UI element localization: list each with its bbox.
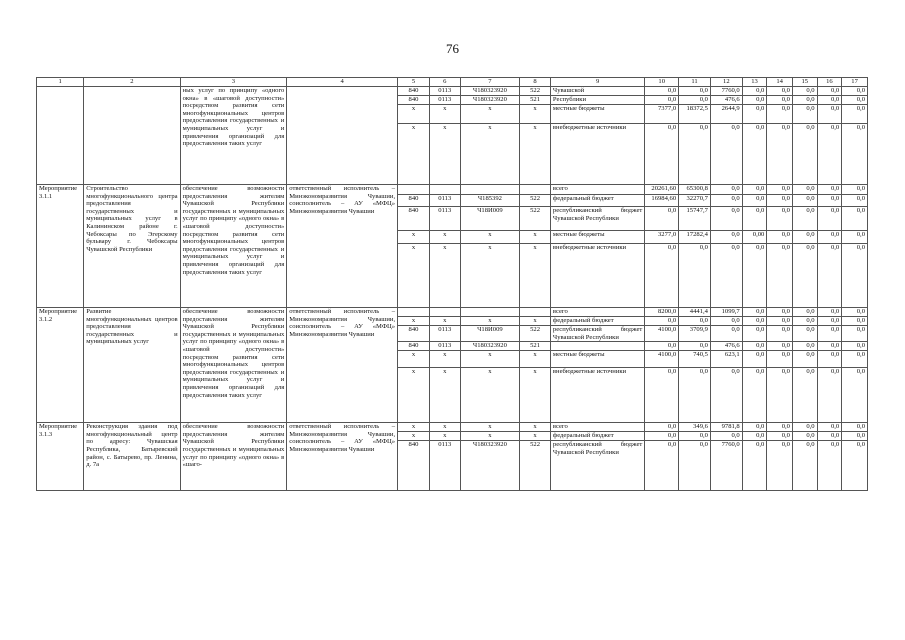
expense-type: 522 xyxy=(520,441,551,491)
value-cell: 0,0 xyxy=(767,105,793,124)
event-name xyxy=(84,87,180,185)
target-code: Ч180323920 xyxy=(460,96,520,105)
event-label: Мероприятие 3.1.2 xyxy=(37,308,84,423)
event-executor: ответственный исполнитель – Минэкономразвития Чувашии, соисполнитель – АУ «МФЦ» Минэкономразвития Чувашии xyxy=(287,423,398,491)
value-cell: 0,0 xyxy=(710,326,742,342)
value-cell: 0,0 xyxy=(742,368,767,423)
expense-type: x xyxy=(520,244,551,308)
value-cell: 0,0 xyxy=(842,432,868,441)
value-cell: 0,0 xyxy=(767,185,793,195)
value-cell: 0,0 xyxy=(710,244,742,308)
event-name: Строительство многофункционального центра предоставления государственных и муниципальных услуг в Калининском районе г. Чебоксары по Эгерскому бульвару г. Чебоксары Чувашской Республики xyxy=(84,185,180,308)
value-cell: 0,0 xyxy=(645,244,679,308)
expense-type: x xyxy=(520,105,551,124)
gov-code: 840 xyxy=(398,326,430,342)
value-cell: 0,0 xyxy=(817,231,842,244)
event-label: Мероприятие 3.1.3 xyxy=(37,423,84,491)
value-cell: 0,0 xyxy=(792,351,817,368)
target-code: x xyxy=(460,351,520,368)
value-cell: 0,0 xyxy=(792,185,817,195)
section-code: 0113 xyxy=(429,326,460,342)
value-cell: 0,0 xyxy=(817,423,842,432)
value-cell: 0,0 xyxy=(792,368,817,423)
event-label: Мероприятие 3.1.1 xyxy=(37,185,84,308)
gov-code: x xyxy=(398,105,430,124)
target-code: x xyxy=(460,423,520,432)
event-name: Развитие многофункциональных центров предоставления государственных и муниципальных услуг xyxy=(84,308,180,423)
value-cell: 0,0 xyxy=(767,441,793,491)
section-code: 0113 xyxy=(429,441,460,491)
value-cell: 0,0 xyxy=(842,231,868,244)
value-cell: 0,0 xyxy=(742,441,767,491)
value-cell: 623,1 xyxy=(710,351,742,368)
value-cell: 0,0 xyxy=(767,244,793,308)
gov-code: 840 xyxy=(398,96,430,105)
section-code: x xyxy=(429,231,460,244)
table-row xyxy=(37,423,868,432)
value-cell: 0,0 xyxy=(817,124,842,185)
value-cell: 20261,60 xyxy=(645,185,679,195)
value-cell: 0,0 xyxy=(710,432,742,441)
value-cell: 1099,7 xyxy=(710,308,742,317)
event-executor xyxy=(287,87,398,185)
target-code xyxy=(460,308,520,317)
column-number: 6 xyxy=(429,78,460,87)
section-code: 0113 xyxy=(429,96,460,105)
expense-type: x xyxy=(520,432,551,441)
value-cell: 0,0 xyxy=(792,308,817,317)
value-cell: 0,0 xyxy=(817,326,842,342)
target-code: x xyxy=(460,368,520,423)
column-number: 15 xyxy=(792,78,817,87)
value-cell: 0,0 xyxy=(792,87,817,96)
target-code: Ч180323920 xyxy=(460,441,520,491)
section-code: x xyxy=(429,317,460,326)
target-code: x xyxy=(460,231,520,244)
page-number: 76 xyxy=(446,41,459,56)
value-cell: 0,0 xyxy=(767,432,793,441)
value-cell: 0,0 xyxy=(842,423,868,432)
value-cell: 0,0 xyxy=(742,124,767,185)
section-code: x xyxy=(429,368,460,423)
value-cell: 0,0 xyxy=(792,317,817,326)
gov-code: x xyxy=(398,351,430,368)
expense-type: 522 xyxy=(520,207,551,231)
funding-source: местные бюджеты xyxy=(550,105,644,124)
gov-code: 840 xyxy=(398,342,430,351)
value-cell: 0,0 xyxy=(817,105,842,124)
value-cell: 0,0 xyxy=(645,423,679,432)
column-number: 7 xyxy=(460,78,520,87)
target-code: Ч18И009 xyxy=(460,207,520,231)
value-cell: 7760,0 xyxy=(710,87,742,96)
funding-source: федеральный бюджет xyxy=(550,195,644,207)
value-cell: 9781,8 xyxy=(710,423,742,432)
funding-source xyxy=(550,342,644,351)
funding-source: республиканский бюджет Чувашской Республики xyxy=(550,326,644,342)
value-cell: 0,0 xyxy=(817,342,842,351)
column-number: 1 xyxy=(37,78,84,87)
expense-type: 521 xyxy=(520,96,551,105)
target-code: x xyxy=(460,317,520,326)
table-row xyxy=(37,185,868,195)
gov-code: x xyxy=(398,432,430,441)
funding-source: местные бюджеты xyxy=(550,351,644,368)
column-number: 11 xyxy=(679,78,711,87)
value-cell: 0,0 xyxy=(645,342,679,351)
value-cell: 16984,60 xyxy=(645,195,679,207)
value-cell: 7760,0 xyxy=(710,441,742,491)
section-code: 0113 xyxy=(429,342,460,351)
value-cell: 0,0 xyxy=(679,244,711,308)
funding-source: внебюджетные источники xyxy=(550,244,644,308)
funding-source: всего xyxy=(550,308,644,317)
value-cell: 0,0 xyxy=(842,124,868,185)
gov-code: x xyxy=(398,317,430,326)
value-cell: 0,0 xyxy=(710,124,742,185)
value-cell: 0,0 xyxy=(792,124,817,185)
value-cell: 0,0 xyxy=(742,326,767,342)
gov-code xyxy=(398,308,430,317)
gov-code: 840 xyxy=(398,441,430,491)
value-cell: 0,0 xyxy=(710,185,742,195)
expense-type: 522 xyxy=(520,87,551,96)
gov-code: x xyxy=(398,423,430,432)
target-code: Ч185392 xyxy=(460,195,520,207)
value-cell: 18372,5 xyxy=(679,105,711,124)
value-cell: 0,0 xyxy=(842,195,868,207)
column-number: 9 xyxy=(550,78,644,87)
value-cell: 0,0 xyxy=(817,368,842,423)
value-cell: 0,0 xyxy=(817,185,842,195)
value-cell: 0,00 xyxy=(742,231,767,244)
value-cell: 0,0 xyxy=(710,368,742,423)
value-cell: 0,0 xyxy=(842,308,868,317)
section-code: x xyxy=(429,124,460,185)
event-label xyxy=(37,87,84,185)
value-cell: 0,0 xyxy=(645,87,679,96)
expense-type xyxy=(520,308,551,317)
expense-type: x xyxy=(520,351,551,368)
target-code: x xyxy=(460,105,520,124)
column-number: 5 xyxy=(398,78,430,87)
value-cell: 3709,9 xyxy=(679,326,711,342)
section-code xyxy=(429,308,460,317)
value-cell: 0,0 xyxy=(842,326,868,342)
expense-type: x xyxy=(520,124,551,185)
value-cell: 0,0 xyxy=(645,432,679,441)
expense-type: 522 xyxy=(520,195,551,207)
section-code: x xyxy=(429,351,460,368)
column-number: 4 xyxy=(287,78,398,87)
value-cell: 0,0 xyxy=(645,124,679,185)
value-cell: 0,0 xyxy=(767,96,793,105)
value-cell: 0,0 xyxy=(842,342,868,351)
value-cell: 0,0 xyxy=(767,207,793,231)
value-cell: 0,0 xyxy=(679,124,711,185)
event-result: обеспечение возможности предоставления жителям Чувашской Республики государственных и муниципальных услуг по принципу «одного окна» в «шаговой доступности» посредством развития сети многофункциональных центров предоставления государственных и муниципальных услуг и привлечения организаций для предоставления таких услуг xyxy=(180,185,287,308)
event-executor: ответственный исполнитель – Минэкономразвития Чувашии, соисполнитель – АУ «МФЦ» Минэкономразвития Чувашии xyxy=(287,185,398,308)
value-cell: 0,0 xyxy=(842,368,868,423)
value-cell: 0,0 xyxy=(817,87,842,96)
funding-source: республиканский бюджет Чувашской Республики xyxy=(550,441,644,491)
funding-source: республиканский бюджет Чувашской Республики xyxy=(550,207,644,231)
target-code: x xyxy=(460,244,520,308)
value-cell: 0,0 xyxy=(645,317,679,326)
funding-source: всего xyxy=(550,185,644,195)
value-cell: 0,0 xyxy=(679,368,711,423)
value-cell: 0,0 xyxy=(842,185,868,195)
expense-type: 521 xyxy=(520,342,551,351)
value-cell: 0,0 xyxy=(645,207,679,231)
value-cell: 0,0 xyxy=(742,432,767,441)
target-code: Ч18И009 xyxy=(460,326,520,342)
value-cell: 0,0 xyxy=(679,96,711,105)
section-code: x xyxy=(429,105,460,124)
value-cell: 0,0 xyxy=(645,441,679,491)
value-cell: 8200,0 xyxy=(645,308,679,317)
section-code: 0113 xyxy=(429,195,460,207)
funding-source: федеральный бюджет xyxy=(550,432,644,441)
value-cell: 0,0 xyxy=(817,351,842,368)
value-cell: 0,0 xyxy=(842,87,868,96)
column-number: 12 xyxy=(710,78,742,87)
value-cell: 0,0 xyxy=(742,351,767,368)
section-code: x xyxy=(429,432,460,441)
target-code xyxy=(460,185,520,195)
funding-source: Республики xyxy=(550,96,644,105)
expense-type: x xyxy=(520,368,551,423)
section-code: x xyxy=(429,423,460,432)
value-cell: 0,0 xyxy=(842,207,868,231)
value-cell: 0,0 xyxy=(742,96,767,105)
value-cell: 0,0 xyxy=(792,207,817,231)
value-cell: 0,0 xyxy=(817,244,842,308)
value-cell: 15747,7 xyxy=(679,207,711,231)
value-cell: 0,0 xyxy=(842,351,868,368)
value-cell: 0,0 xyxy=(792,432,817,441)
program-table xyxy=(36,77,868,491)
value-cell: 0,0 xyxy=(842,105,868,124)
section-code: 0113 xyxy=(429,207,460,231)
value-cell: 0,0 xyxy=(742,87,767,96)
value-cell: 0,0 xyxy=(817,432,842,441)
table-row xyxy=(37,87,868,96)
target-code: Ч180323920 xyxy=(460,87,520,96)
value-cell: 0,0 xyxy=(792,231,817,244)
value-cell: 4100,0 xyxy=(645,351,679,368)
value-cell: 0,0 xyxy=(742,105,767,124)
column-number: 3 xyxy=(180,78,287,87)
value-cell: 0,0 xyxy=(792,423,817,432)
value-cell: 0,0 xyxy=(792,342,817,351)
value-cell: 0,0 xyxy=(742,308,767,317)
value-cell: 0,0 xyxy=(792,441,817,491)
value-cell: 3277,0 xyxy=(645,231,679,244)
funding-source: внебюджетные источники xyxy=(550,124,644,185)
target-code: x xyxy=(460,124,520,185)
event-executor: ответственный исполнитель – Минэкономразвития Чувашии, соисполнитель – АУ «МФЦ» Минэкономразвития Чувашии xyxy=(287,308,398,423)
value-cell: 0,0 xyxy=(792,244,817,308)
funding-source: федеральный бюджет xyxy=(550,317,644,326)
value-cell: 0,0 xyxy=(842,244,868,308)
value-cell: 349,6 xyxy=(679,423,711,432)
value-cell: 0,0 xyxy=(817,308,842,317)
value-cell: 0,0 xyxy=(710,317,742,326)
value-cell: 0,0 xyxy=(742,342,767,351)
gov-code: 840 xyxy=(398,207,430,231)
value-cell: 0,0 xyxy=(645,96,679,105)
event-result: обеспечение возможности предоставления жителям Чувашской Республики государственных и муниципальных услуг по принципу «одного окна» в «шаго- xyxy=(180,423,287,491)
expense-type: 522 xyxy=(520,326,551,342)
value-cell: 0,0 xyxy=(817,195,842,207)
value-cell: 4441,4 xyxy=(679,308,711,317)
value-cell: 0,0 xyxy=(710,207,742,231)
section-code: x xyxy=(429,244,460,308)
column-number: 14 xyxy=(767,78,793,87)
value-cell: 0,0 xyxy=(842,317,868,326)
funding-source: Чувашской xyxy=(550,87,644,96)
event-name: Реконструкция здания под многофункциональный центр по адресу: Чувашская Республика, Батыревский район, с. Батырево, пр. Ленина, д. 7а xyxy=(84,423,180,491)
value-cell: 0,0 xyxy=(645,368,679,423)
value-cell: 0,0 xyxy=(767,317,793,326)
value-cell: 0,0 xyxy=(679,342,711,351)
gov-code: x xyxy=(398,244,430,308)
value-cell: 0,0 xyxy=(817,317,842,326)
event-result: обеспечение возможности предоставления жителям Чувашской Республики государственных и муниципальных услуг по принципу «одного окна» в «шаговой доступности» посредством развития сети многофункциональных центров предоставления государственных и муниципальных услуг и привлечения организаций для предоставления таких услуг xyxy=(180,308,287,423)
value-cell: 0,0 xyxy=(710,195,742,207)
value-cell: 0,0 xyxy=(679,87,711,96)
value-cell: 0,0 xyxy=(767,308,793,317)
value-cell: 0,0 xyxy=(767,423,793,432)
value-cell: 0,0 xyxy=(742,207,767,231)
value-cell: 17282,4 xyxy=(679,231,711,244)
value-cell: 7377,0 xyxy=(645,105,679,124)
value-cell: 476,6 xyxy=(710,96,742,105)
gov-code: x xyxy=(398,231,430,244)
value-cell: 2644,9 xyxy=(710,105,742,124)
value-cell: 0,0 xyxy=(742,195,767,207)
value-cell: 32270,7 xyxy=(679,195,711,207)
funding-source: всего xyxy=(550,423,644,432)
value-cell: 0,0 xyxy=(742,185,767,195)
value-cell: 0,0 xyxy=(767,368,793,423)
expense-type: x xyxy=(520,423,551,432)
table-row xyxy=(37,308,868,317)
expense-type: x xyxy=(520,231,551,244)
expense-type xyxy=(520,185,551,195)
value-cell: 0,0 xyxy=(679,432,711,441)
value-cell: 0,0 xyxy=(767,231,793,244)
value-cell: 0,0 xyxy=(817,96,842,105)
funding-source: местные бюджеты xyxy=(550,231,644,244)
value-cell: 0,0 xyxy=(767,87,793,96)
column-number: 16 xyxy=(817,78,842,87)
value-cell: 740,5 xyxy=(679,351,711,368)
value-cell: 0,0 xyxy=(842,441,868,491)
gov-code xyxy=(398,185,430,195)
value-cell: 0,0 xyxy=(767,342,793,351)
value-cell: 0,0 xyxy=(742,423,767,432)
event-result: ных услуг по принципу «одного окна» в «шаговой доступности» посредством развития сети многофункциональных центров предоставления государственных и муниципальных услуг и привлечения организаций для предоставления таких услуг xyxy=(180,87,287,185)
section-code: 0113 xyxy=(429,87,460,96)
value-cell: 4100,0 xyxy=(645,326,679,342)
value-cell: 0,0 xyxy=(792,195,817,207)
value-cell: 0,0 xyxy=(792,96,817,105)
value-cell: 0,0 xyxy=(792,105,817,124)
column-number: 2 xyxy=(84,78,180,87)
target-code: Ч180323920 xyxy=(460,342,520,351)
expense-type: x xyxy=(520,317,551,326)
value-cell: 0,0 xyxy=(767,195,793,207)
gov-code: 840 xyxy=(398,195,430,207)
gov-code: x xyxy=(398,124,430,185)
column-number: 17 xyxy=(842,78,868,87)
column-number: 13 xyxy=(742,78,767,87)
value-cell: 65300,8 xyxy=(679,185,711,195)
value-cell: 0,0 xyxy=(792,326,817,342)
value-cell: 0,0 xyxy=(817,441,842,491)
funding-source: внебюджетные источники xyxy=(550,368,644,423)
column-number: 8 xyxy=(520,78,551,87)
value-cell: 476,6 xyxy=(710,342,742,351)
value-cell: 0,0 xyxy=(742,244,767,308)
value-cell: 0,0 xyxy=(842,96,868,105)
value-cell: 0,0 xyxy=(767,124,793,185)
target-code: x xyxy=(460,432,520,441)
section-code xyxy=(429,185,460,195)
value-cell: 0,0 xyxy=(817,207,842,231)
value-cell: 0,0 xyxy=(679,317,711,326)
value-cell: 0,0 xyxy=(710,231,742,244)
value-cell: 0,0 xyxy=(767,351,793,368)
gov-code: 840 xyxy=(398,87,430,96)
column-number: 10 xyxy=(645,78,679,87)
value-cell: 0,0 xyxy=(767,326,793,342)
value-cell: 0,0 xyxy=(742,317,767,326)
gov-code: x xyxy=(398,368,430,423)
column-number-row xyxy=(37,78,868,87)
value-cell: 0,0 xyxy=(679,441,711,491)
